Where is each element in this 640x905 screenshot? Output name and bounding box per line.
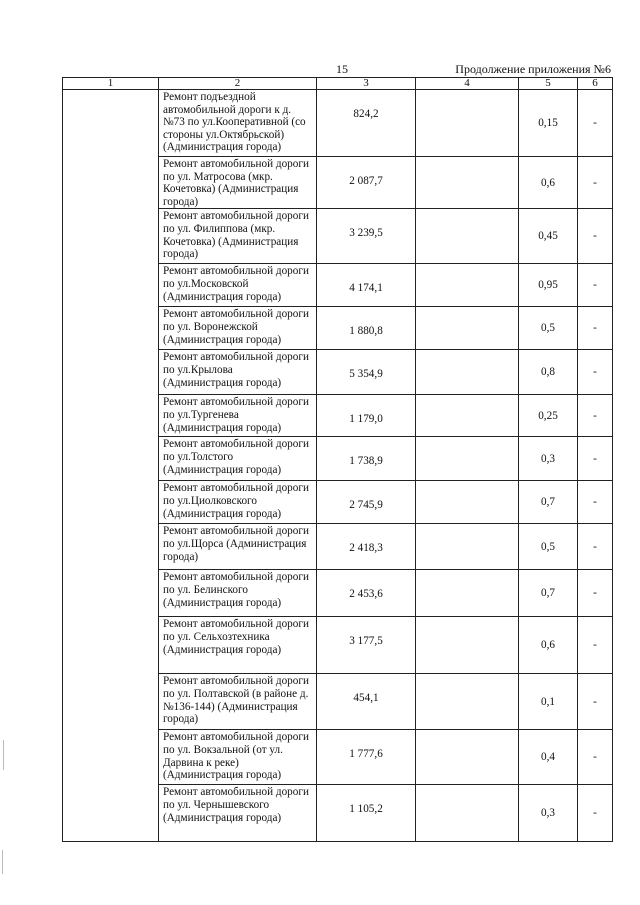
length-cell: 0,25: [519, 395, 578, 437]
empty-cell: [416, 90, 519, 157]
scan-artifact: [3, 740, 4, 770]
column-header: 5: [519, 78, 578, 90]
dash-cell: -: [578, 307, 613, 350]
dash-cell: -: [578, 209, 613, 264]
table-row: [63, 90, 613, 157]
empty-cell: [416, 157, 519, 209]
cost-cell: 2 418,3: [317, 524, 416, 570]
work-name-cell: Ремонт автомобильной дороги по ул.Циолковского (Администрация города): [159, 481, 317, 524]
column-header: 4: [416, 78, 519, 90]
column-number-row: [63, 78, 613, 90]
column-header: 1: [63, 78, 159, 90]
empty-cell: [416, 730, 519, 785]
cost-cell: 4 174,1: [317, 264, 416, 307]
empty-cell: [416, 209, 519, 264]
cost-cell: 2 745,9: [317, 481, 416, 524]
length-cell: 0,3: [519, 437, 578, 481]
cost-cell: 2 087,7: [317, 157, 416, 209]
cost-cell: 2 453,6: [317, 570, 416, 617]
column-header: 3: [317, 78, 416, 90]
works-table: [62, 77, 613, 842]
cost-cell: 1 105,2: [317, 785, 416, 842]
work-name-cell: Ремонт автомобильной дороги по ул.Тургенева (Администрация города): [159, 395, 317, 437]
length-cell: 0,5: [519, 307, 578, 350]
cost-cell: 3 239,5: [317, 209, 416, 264]
length-cell: 0,45: [519, 209, 578, 264]
work-name-cell: Ремонт подъездной автомобильной дороги к д. №73 по ул.Кооперативной (со стороны ул.Октябрьской) (Администрация города): [159, 90, 317, 157]
work-name-cell: Ремонт автомобильной дороги по ул. Белинского (Администрация города): [159, 570, 317, 617]
work-name-cell: Ремонт автомобильной дороги по ул. Матросова (мкр. Кочетовка) (Администрация города): [159, 157, 317, 209]
dash-cell: -: [578, 437, 613, 481]
page-number: 15: [336, 62, 348, 76]
cost-cell: 824,2: [317, 90, 416, 157]
dash-cell: -: [578, 481, 613, 524]
dash-cell: -: [578, 785, 613, 842]
column-header: 2: [159, 78, 317, 90]
length-cell: 0,15: [519, 90, 578, 157]
cost-cell: 1 179,0: [317, 395, 416, 437]
empty-cell: [416, 785, 519, 842]
cost-cell: 3 177,5: [317, 617, 416, 674]
empty-cell: [416, 674, 519, 730]
length-cell: 0,5: [519, 524, 578, 570]
work-name-cell: Ремонт автомобильной дороги по ул. Вокзальной (от ул. Дарвина к реке) (Администрация города): [159, 730, 317, 785]
cost-cell: 1 738,9: [317, 437, 416, 481]
empty-cell: [416, 570, 519, 617]
work-name-cell: Ремонт автомобильной дороги по ул. Чернышевского (Администрация города): [159, 785, 317, 842]
empty-cell: [416, 350, 519, 395]
length-cell: 0,95: [519, 264, 578, 307]
work-name-cell: Ремонт автомобильной дороги по ул.Щорса (Администрация города): [159, 524, 317, 570]
length-cell: 0,1: [519, 674, 578, 730]
scan-artifact: [2, 850, 3, 874]
cost-cell: 5 354,9: [317, 350, 416, 395]
empty-cell: [416, 617, 519, 674]
dash-cell: -: [578, 674, 613, 730]
length-cell: 0,8: [519, 350, 578, 395]
dash-cell: -: [578, 90, 613, 157]
length-cell: 0,6: [519, 617, 578, 674]
empty-cell: [416, 264, 519, 307]
column-header: 6: [578, 78, 613, 90]
cost-cell: 1 777,6: [317, 730, 416, 785]
empty-cell: [416, 481, 519, 524]
work-name-cell: Ремонт автомобильной дороги по ул.Крылова (Администрация города): [159, 350, 317, 395]
page-header: [0, 62, 640, 78]
length-cell: 0,7: [519, 570, 578, 617]
work-name-cell: Ремонт автомобильной дороги по ул. Сельхозтехника (Администрация города): [159, 617, 317, 674]
work-name-cell: Ремонт автомобильной дороги по ул.Московской (Администрация города): [159, 264, 317, 307]
empty-cell: [416, 395, 519, 437]
dash-cell: -: [578, 264, 613, 307]
dash-cell: -: [578, 395, 613, 437]
dash-cell: -: [578, 730, 613, 785]
length-cell: 0,3: [519, 785, 578, 842]
work-name-cell: Ремонт автомобильной дороги по ул.Толстого (Администрация города): [159, 437, 317, 481]
length-cell: 0,4: [519, 730, 578, 785]
empty-cell: [416, 307, 519, 350]
work-name-cell: Ремонт автомобильной дороги по ул. Полтавской (в районе д. №136-144) (Администрация города): [159, 674, 317, 730]
empty-cell: [416, 437, 519, 481]
length-cell: 0,6: [519, 157, 578, 209]
length-cell: 0,7: [519, 481, 578, 524]
empty-cell: [416, 524, 519, 570]
cost-cell: 454,1: [317, 674, 416, 730]
work-name-cell: Ремонт автомобильной дороги по ул. Филиппова (мкр. Кочетовка) (Администрация города): [159, 209, 317, 264]
dash-cell: -: [578, 524, 613, 570]
first-column-cell: [63, 90, 159, 842]
dash-cell: -: [578, 350, 613, 395]
dash-cell: -: [578, 570, 613, 617]
work-name-cell: Ремонт автомобильной дороги по ул. Воронежской (Администрация города): [159, 307, 317, 350]
dash-cell: -: [578, 157, 613, 209]
cost-cell: 1 880,8: [317, 307, 416, 350]
dash-cell: -: [578, 617, 613, 674]
appendix-continuation-label: Продолжение приложения №6: [455, 62, 611, 76]
